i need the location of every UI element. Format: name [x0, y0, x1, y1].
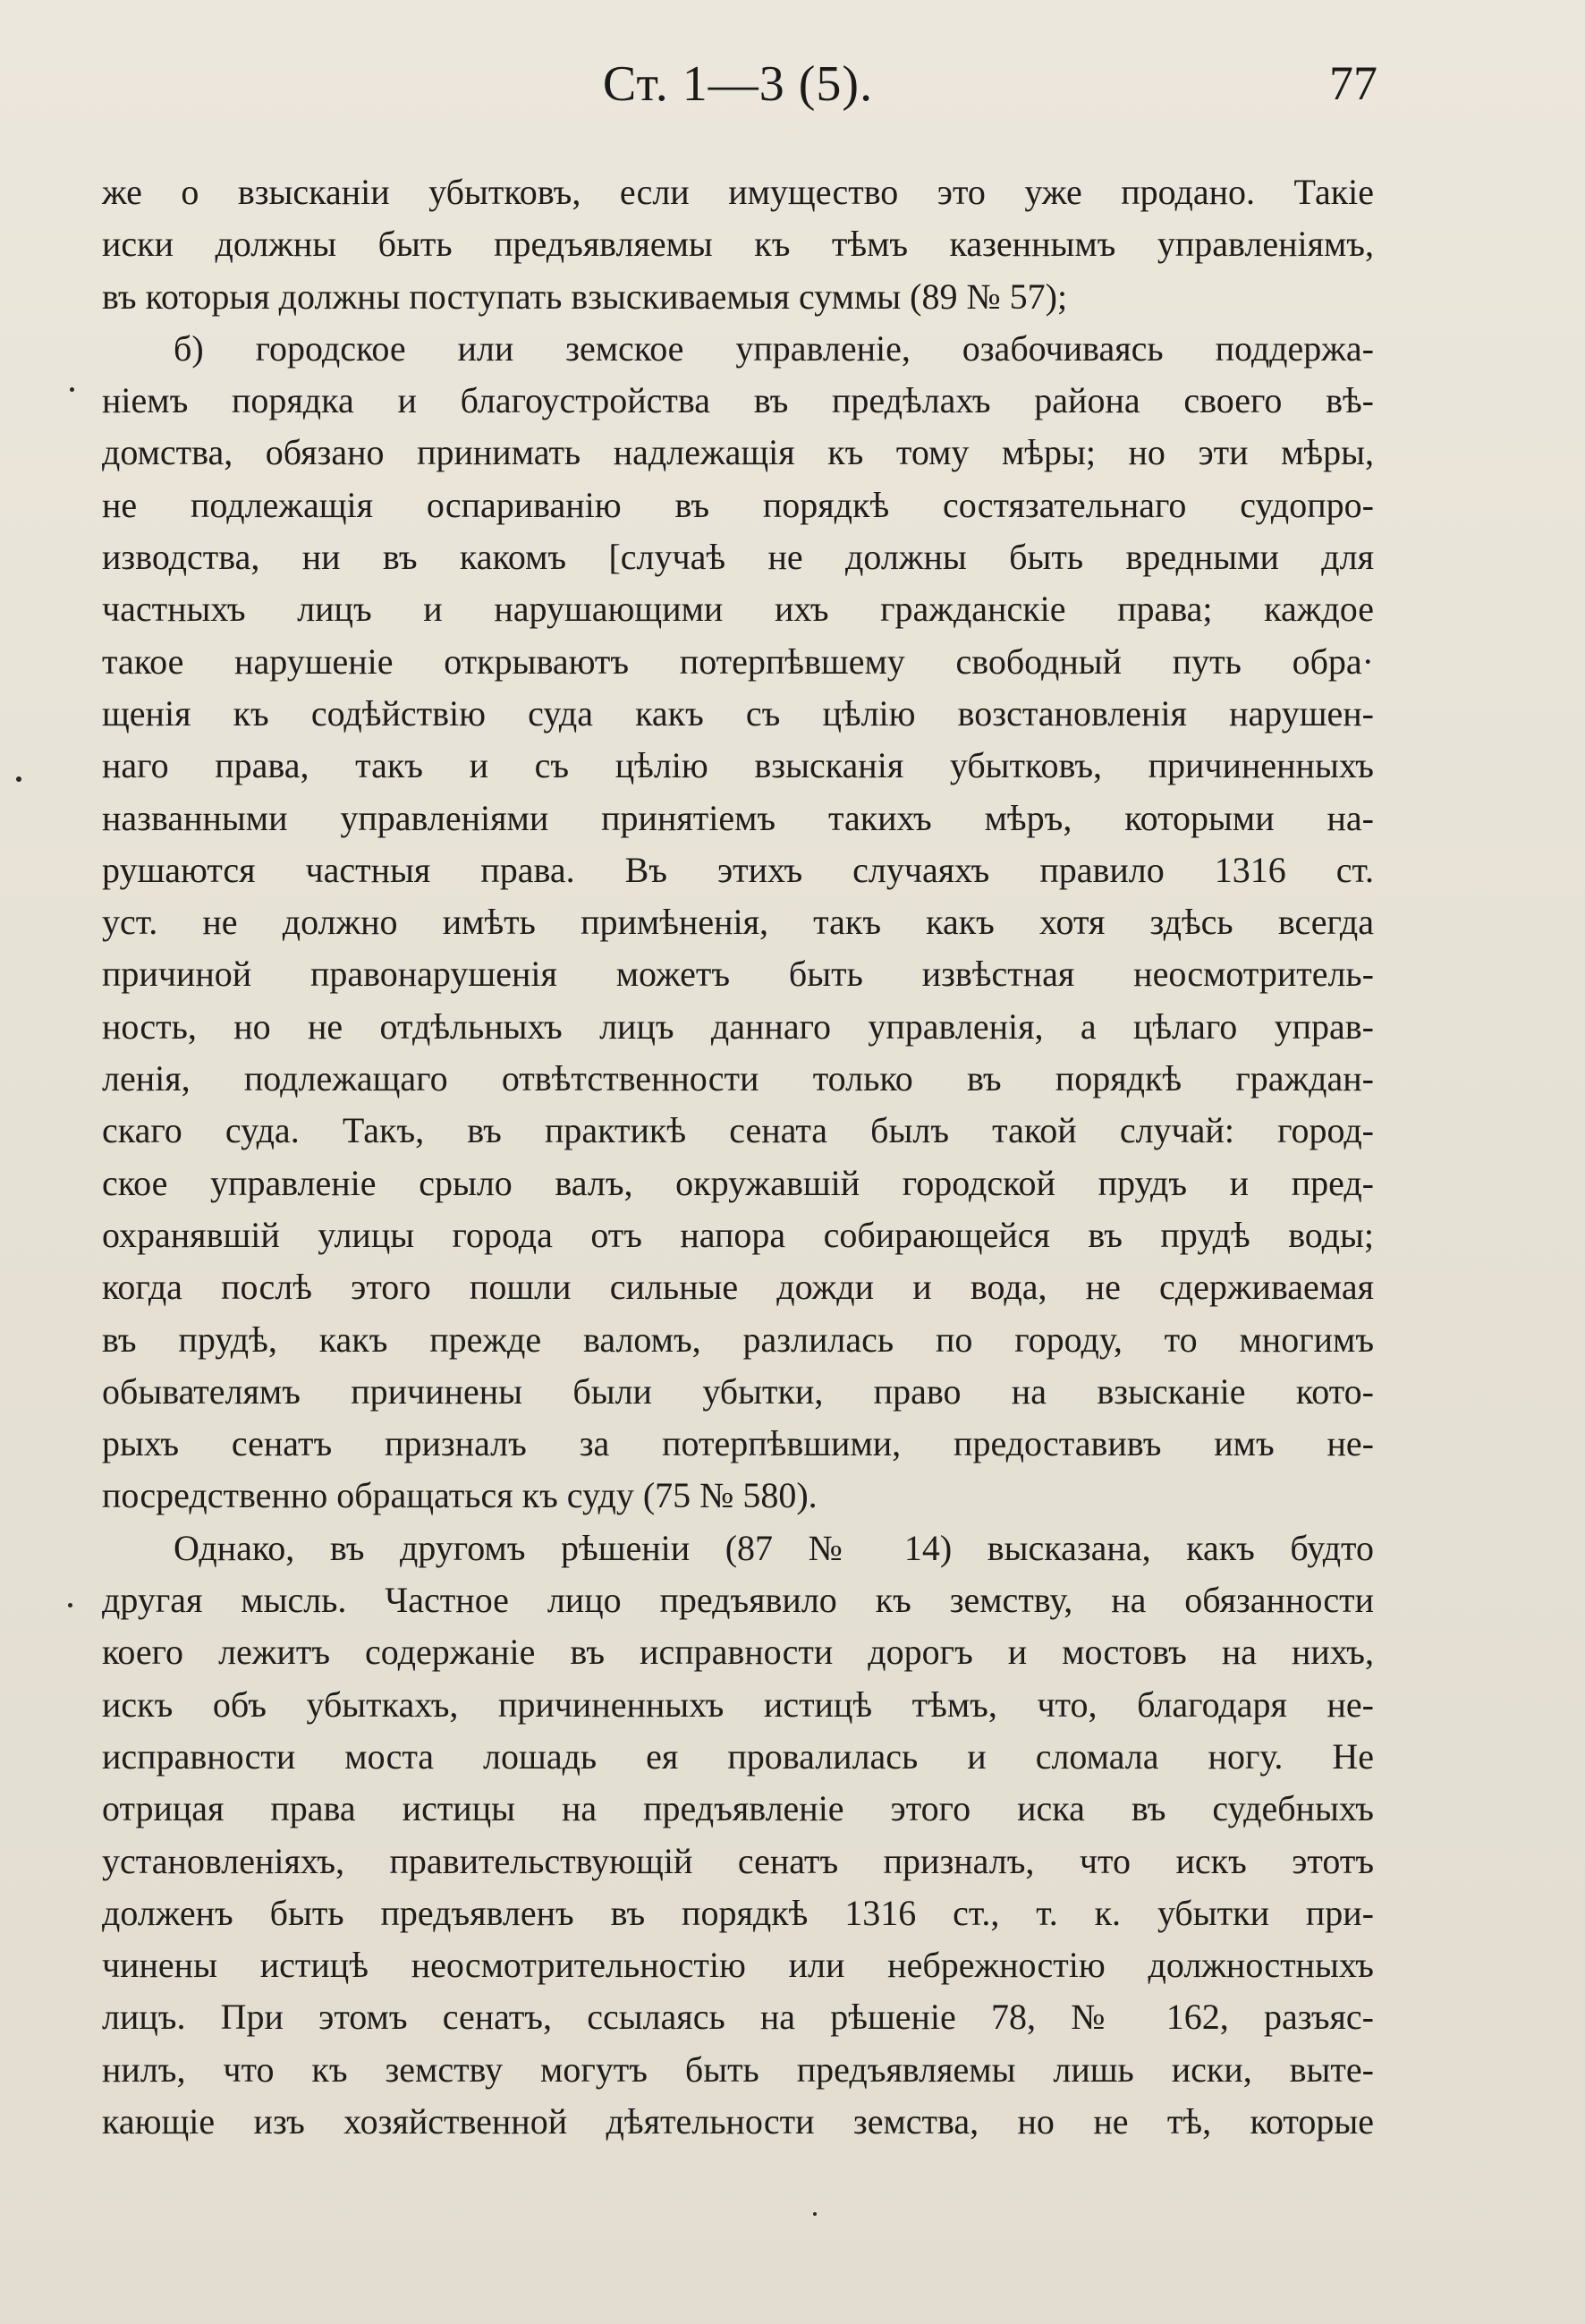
text-line: частныхъ лицъ и нарушающими ихъ гражданскіе права; каждое — [102, 589, 1374, 630]
text-line: щенія къ содѣйствію суда какъ съ цѣлію возстановленія нарушен- — [102, 692, 1374, 734]
text-line: нилъ, что къ земству могутъ быть предъявляемы лишь иски, выте- — [102, 2048, 1374, 2090]
text-line: причиной правонарушенія можетъ быть извѣстная неосмотритель- — [102, 954, 1374, 995]
ink-speck — [16, 776, 21, 782]
text-line: другая мысль. Частное лицо предъявило къ земству, на обязанности — [102, 1580, 1374, 1621]
text-line: установленіяхъ, правительствующій сенатъ призналъ, что искъ этотъ — [102, 1840, 1374, 1881]
text-line: отрицая права истицы на предъявленіе этого иска въ судебныхъ — [102, 1788, 1374, 1829]
text-line: иски должны быть предъявляемы къ тѣмъ казеннымъ управленіямъ, — [102, 224, 1374, 265]
text-line: рушаются частныя права. Въ этихъ случаяхъ правило 1316 ст. — [102, 849, 1374, 890]
text-line: уст. не должно имѣть примѣненія, такъ какъ хотя здѣсь всегда — [102, 902, 1374, 943]
text-line: долженъ быть предъявленъ въ порядкѣ 1316 ст., т. к. убытки при- — [102, 1892, 1374, 1933]
page-number: 77 — [1329, 56, 1377, 110]
text-line: названными управленіями принятіемъ такихъ мѣръ, которыми на- — [102, 797, 1374, 838]
text-line: ленія, подлежащаго отвѣтственности только въ порядкѣ граждан- — [102, 1058, 1374, 1099]
text-line: не подлежащія оспариванію въ порядкѣ состязательнаго судопро- — [102, 484, 1374, 525]
ink-speck — [70, 387, 74, 392]
paragraph-start-line: Однако, въ другомъ рѣшеніи (87 № 14) высказана, какъ будто — [174, 1527, 1374, 1568]
text-line: чинены истицѣ неосмотрительностію или небрежностію должностныхъ — [102, 1945, 1374, 1986]
page-header — [98, 55, 1377, 127]
text-line: лицъ. При этомъ сенатъ, ссылаясь на рѣшеніе 78, № 162, разъяс- — [102, 1997, 1374, 2038]
text-line: домства, обязано принимать надлежащія къ тому мѣры; но эти мѣры, — [102, 432, 1374, 473]
text-line: въ прудѣ, какъ прежде валомъ, разлилась по городу, то многимъ — [102, 1319, 1374, 1360]
text-line: рыхъ сенатъ призналъ за потерпѣвшими, предоставивъ имъ не- — [102, 1423, 1374, 1464]
text-line: ское управленіе срыло валъ, окружавшій городской прудъ и пред- — [102, 1162, 1374, 1203]
text-line: кающіе изъ хозяйственной дѣятельности земства, но не тѣ, которые — [102, 2100, 1374, 2142]
text-line: когда послѣ этого пошли сильные дожди и вода, не сдерживаемая — [102, 1267, 1374, 1308]
paragraph-start-line: б) городское или земское управленіе, озабочиваясь поддержа- — [174, 327, 1374, 369]
text-line: посредственно обращаться къ суду (75 № 580). — [102, 1475, 818, 1516]
text-line: изводства, ни въ какомъ [случаѣ не должны быть вредными для — [102, 537, 1374, 578]
text-line: въ которыя должны поступать взыскиваемыя суммы (89 № 57); — [102, 276, 1068, 317]
text-line: искъ объ убыткахъ, причиненныхъ истицѣ тѣмъ, что, благодаря не- — [102, 1684, 1374, 1725]
running-head: Ст. 1—3 (5). — [602, 56, 874, 112]
ink-speck — [813, 2212, 817, 2216]
text-line: скаго суда. Такъ, въ практикѣ сената былъ такой случай: город- — [102, 1110, 1374, 1151]
ink-speck — [68, 1603, 72, 1607]
text-line: ность, но не отдѣльныхъ лицъ даннаго управленія, а цѣлаго управ- — [102, 1005, 1374, 1047]
text-line: такое нарушеніе открываютъ потерпѣвшему свободный путь обра· — [102, 640, 1374, 682]
text-line: ніемъ порядка и благоустройства въ предѣлахъ района своего вѣ- — [102, 380, 1374, 421]
text-line: обывателямъ причинены были убытки, право на взысканіе кото- — [102, 1370, 1374, 1412]
text-line: исправности моста лошадь ея провалилась и сломала ногу. Не — [102, 1735, 1374, 1777]
text-line: же о взысканіи убытковъ, если имущество это уже продано. Такіе — [102, 172, 1374, 212]
body-text — [102, 166, 1374, 2148]
text-line: коего лежитъ содержаніе въ исправности дорогъ и мостовъ на нихъ, — [102, 1632, 1374, 1673]
text-line: охранявшій улицы города отъ напора собирающейся въ прудѣ воды; — [102, 1214, 1374, 1255]
text-line: наго права, такъ и съ цѣлію взысканія убытковъ, причиненныхъ — [102, 745, 1374, 786]
